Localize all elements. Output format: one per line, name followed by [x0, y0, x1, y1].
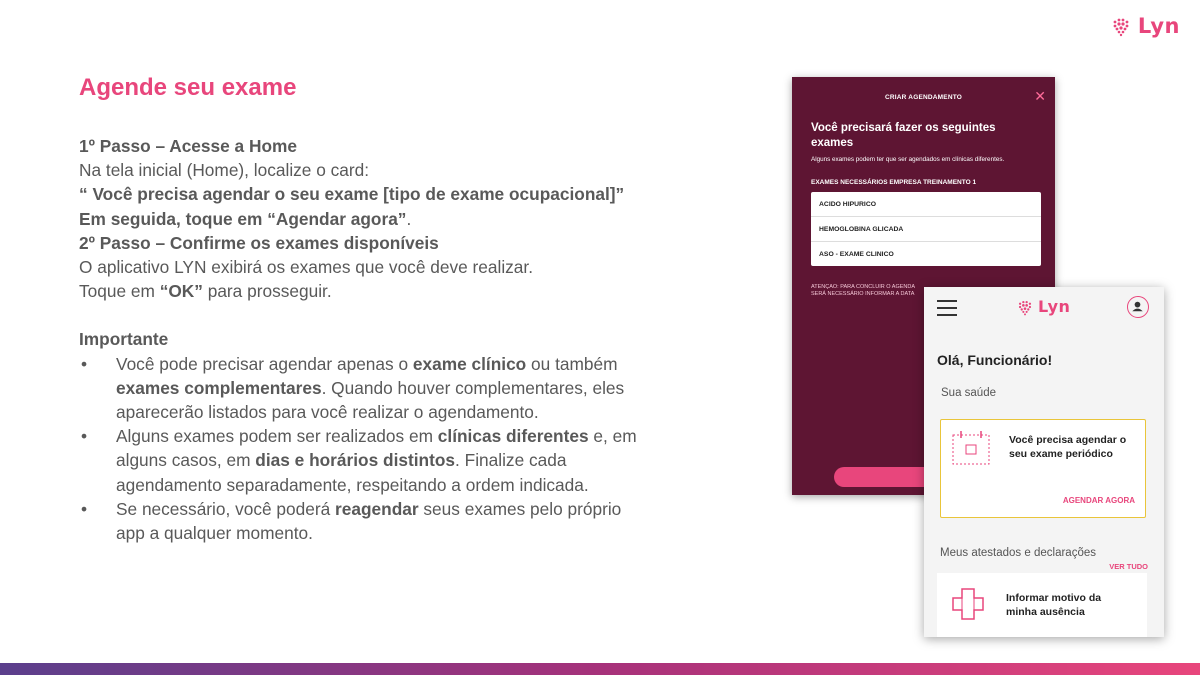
- step1-line1: Na tela inicial (Home), localize o card:: [79, 160, 370, 181]
- app-header: [924, 287, 1164, 329]
- absence-card-text: Informar motivo da minha ausência: [1006, 592, 1102, 618]
- app-brand-name: Lyn: [1038, 297, 1071, 316]
- schedule-now-link[interactable]: AGENDAR AGORA: [1062, 496, 1135, 505]
- app-logo: [1016, 297, 1070, 316]
- step2-line1: O aplicativo LYN exibirá os exames que você deve realizar.: [79, 257, 534, 278]
- modal-subtitle: Alguns exames podem ter que ser agendados em clínicas diferentes.: [811, 156, 1005, 163]
- absence-card[interactable]: [937, 573, 1147, 637]
- modal-note: ATENÇÃO: PARA CONCLUIR O AGENDA SERÁ NECESSÁRIO INFORMAR A DATA: [811, 284, 916, 297]
- app-home-screen: [924, 287, 1164, 637]
- important-heading: Importante: [79, 329, 169, 350]
- modal-header: CRIAR AGENDAMENTO: [884, 94, 963, 101]
- close-icon[interactable]: ✕: [1034, 88, 1046, 104]
- instructions: [79, 134, 719, 545]
- greeting: Olá, Funcionário!: [937, 352, 1053, 368]
- modal-title: Você precisará fazer os seguintes exames: [811, 122, 996, 149]
- step2-line2-post: para prosseguir.: [202, 281, 332, 302]
- medical-cross-icon: [951, 587, 985, 621]
- step1-line3: Em seguida, toque em “Agendar agora”: [79, 208, 407, 229]
- avatar-icon[interactable]: [1127, 296, 1149, 318]
- brand-name: Lyn: [1137, 14, 1180, 38]
- step2-line2-pre: Toque em: [79, 281, 160, 302]
- list-item: • Se necessário, você poderá reagendar seus exames pelo próprio app a qualquer momento.: [79, 497, 719, 545]
- menu-icon[interactable]: [937, 300, 957, 314]
- exam-item: HEMOGLOBINA GLICADA: [811, 217, 1041, 242]
- exam-list-label: EXAMES NECESSÁRIOS EMPRESA TREINAMENTO 1: [811, 179, 977, 186]
- exam-list: [811, 192, 1041, 266]
- health-label: Sua saúde: [941, 387, 996, 399]
- exam-item: ACIDO HIPURICO: [811, 192, 1041, 217]
- step1-heading: 1º Passo – Acesse a Home: [79, 136, 297, 156]
- list-item: • Você pode precisar agendar apenas o exame clínico ou também exames complementares. Quando houver complementares, eles aparecerão listados para você realizar o agendamento.: [79, 352, 719, 425]
- see-all-link[interactable]: VER TUDO: [1109, 562, 1148, 571]
- page-title: Agende seu exame: [79, 74, 297, 101]
- schedule-exam-card[interactable]: [940, 419, 1146, 518]
- exam-item: ASO - EXAME CLINICO: [819, 250, 894, 258]
- step2-heading: 2º Passo – Confirme os exames disponíveis: [79, 232, 439, 253]
- step1-line2: “ Você precisa agendar o seu exame [tipo de exame ocupacional]”: [79, 184, 625, 205]
- logo-dots-icon: [1110, 15, 1132, 37]
- calendar-icon: [951, 430, 991, 466]
- schedule-card-text: Você precisa agendar o seu exame periódico: [1009, 434, 1127, 460]
- logo-dots-icon: [1016, 298, 1034, 316]
- step2-line2-ok: “OK”: [159, 281, 203, 302]
- footer-gradient-bar: [0, 663, 1200, 675]
- certificates-section-label: Meus atestados e declarações: [940, 547, 1096, 559]
- brand-logo: [1110, 14, 1180, 38]
- step1-line3-end: .: [406, 208, 412, 229]
- list-item: • Alguns exames podem ser realizados em clínicas diferentes e, em alguns casos, em dias e horários distintos. Finalize cada agendamento separadamente, respeitando a ordem indicada.: [79, 424, 719, 497]
- important-list: [79, 352, 719, 546]
